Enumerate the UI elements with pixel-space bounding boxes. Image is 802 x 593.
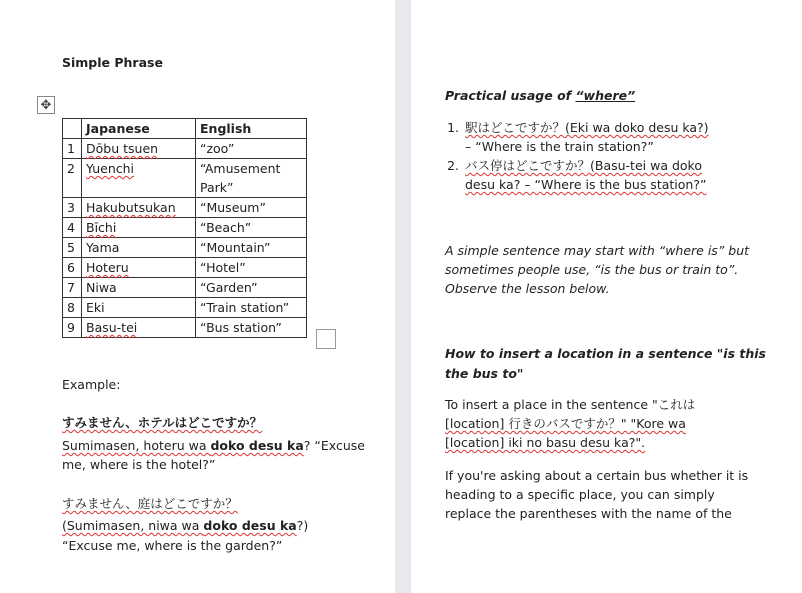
example2-japanese-text: すみません、庭はどこですか？ (62, 496, 238, 511)
row-num: 1 (63, 139, 82, 159)
row-japanese-text: Hoteru (86, 260, 129, 275)
example1-japanese (62, 413, 262, 432)
table-header-row (63, 119, 307, 139)
row-japanese (82, 159, 196, 198)
row-japanese-text: Basu-tei (86, 320, 138, 335)
usage-item-2-line2: desu ka? – “Where is the bus station?” (465, 177, 707, 192)
insert-line-1: To insert a place in the sentence "これは (445, 397, 696, 412)
document-page-right[interactable] (411, 0, 802, 593)
example1-romaji-a: Sumimasen, hoteru wa (62, 438, 211, 453)
list-item (463, 156, 793, 194)
row-num: 9 (63, 318, 82, 338)
usage-item-1-line1: 駅はどこですか？(Eki wa doko desu ka?) (465, 120, 709, 135)
header-english: English (196, 119, 307, 139)
note-line-2: sometimes people use, “is the bus or train to”. (445, 262, 739, 277)
document-page-left[interactable] (0, 0, 395, 593)
row-num: 4 (63, 218, 82, 238)
row-english: “Museum” (196, 198, 307, 218)
example1-translation: me, where is the hotel?” (62, 457, 216, 472)
insert-line-3 (445, 433, 645, 452)
row-english: “Mountain” (196, 238, 307, 258)
example2-romaji-c: ?) (296, 518, 309, 533)
example1-japanese-text: すみません、ホテルはどこですか？ (62, 415, 263, 430)
table-row (63, 139, 307, 159)
row-japanese-text: Bīchi (86, 220, 117, 235)
row-num: 6 (63, 258, 82, 278)
insert-line-2 (445, 414, 686, 433)
row-japanese-text: Yuenchi (86, 161, 135, 176)
usage-list (445, 118, 793, 194)
row-japanese: Eki (82, 298, 196, 318)
vocabulary-table[interactable] (62, 118, 307, 338)
row-japanese (82, 258, 196, 278)
table-row (63, 298, 307, 318)
header-japanese: Japanese (82, 119, 196, 139)
table-row (63, 218, 307, 238)
heading-practical-usage (445, 86, 635, 105)
row-num: 3 (63, 198, 82, 218)
example2-translation: “Excuse me, where is the garden?” (62, 538, 283, 553)
row-english: “Hotel” (196, 258, 307, 278)
heading-practical-usage-b: “where” (575, 88, 636, 103)
table-row (63, 238, 307, 258)
insert-line-2-text: [location] 行きのバスですか？" "Kore wa (445, 416, 686, 431)
row-num: 2 (63, 159, 82, 198)
header-num (63, 119, 82, 139)
table-row (63, 159, 307, 198)
table-row (63, 258, 307, 278)
example1-romaji-b: doko desu ka (210, 438, 304, 453)
example2-japanese (62, 494, 238, 513)
row-japanese (82, 218, 196, 238)
row-japanese (82, 198, 196, 218)
row-num: 8 (63, 298, 82, 318)
row-japanese-text: Hakubutsukan (86, 200, 176, 215)
insert-line-3-text: [location] iki no basu desu ka?". (445, 435, 646, 450)
row-english: “Beach” (196, 218, 307, 238)
row-english: “zoo” (196, 139, 307, 159)
row-num: 7 (63, 278, 82, 298)
heading-insert-location-1: How to insert a location in a sentence "is this (445, 346, 766, 361)
heading-insert-location-2: the bus to" (445, 366, 524, 381)
usage-item-1-line2: – “Where is the train station?” (465, 139, 654, 154)
row-english: “Amusement Park” (196, 159, 307, 198)
row-japanese: Yama (82, 238, 196, 258)
row-japanese (82, 139, 196, 159)
row-english: “Bus station” (196, 318, 307, 338)
example1-romaji (62, 436, 365, 455)
table-resize-handle[interactable] (316, 329, 336, 349)
row-num: 5 (63, 238, 82, 258)
table-row (63, 198, 307, 218)
row-japanese: Niwa (82, 278, 196, 298)
row-english: “Garden” (196, 278, 307, 298)
heading-practical-usage-a: Practical usage of (445, 88, 576, 103)
bus-line-2: heading to a specific place, you can simply (445, 487, 715, 502)
table-move-handle-icon[interactable]: ✥ (37, 96, 55, 114)
example2-romaji (62, 516, 308, 535)
row-japanese-text: Dōbu tsuen (86, 141, 159, 156)
row-english: “Train station” (196, 298, 307, 318)
usage-item-2-line1: バス停はどこですか？(Basu-tei wa doko (465, 158, 702, 173)
example1-romaji-c: ? “Excuse (303, 438, 365, 453)
example2-romaji-a: (Sumimasen, niwa wa (62, 518, 204, 533)
example-label: Example: (62, 377, 121, 392)
bus-line-1: If you're asking about a certain bus whether it is (445, 468, 749, 483)
bus-line-3: replace the parentheses with the name of the (445, 506, 732, 521)
page-title: Simple Phrase (62, 55, 163, 70)
table-row (63, 278, 307, 298)
list-item (463, 118, 793, 156)
row-japanese (82, 318, 196, 338)
note-line-1: A simple sentence may start with “where is” but (445, 243, 750, 258)
example2-romaji-b: doko desu ka (203, 518, 297, 533)
note-line-3: Observe the lesson below. (445, 281, 610, 296)
table-row (63, 318, 307, 338)
